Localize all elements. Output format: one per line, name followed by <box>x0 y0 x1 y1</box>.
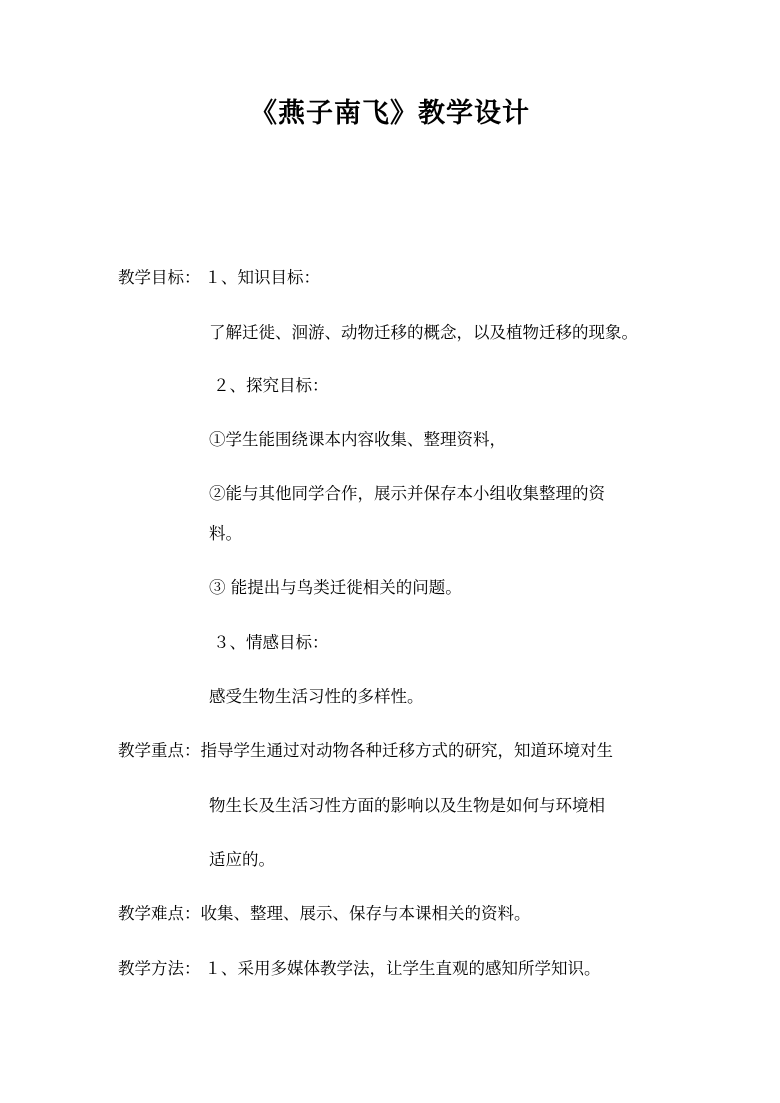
key-points-text-1: 指导学生通过对动物各种迁移方式的研究，知道环境对生 <box>200 741 613 760</box>
difficulties-line <box>118 902 531 926</box>
knowledge-text: 了解迁徙、洄游、动物迁移的概念，以及植物迁移的现象。 <box>209 323 638 342</box>
methods-label: 教学方法： <box>118 959 201 978</box>
inquiry-item-2-line-1: ②能与其他同学合作，展示并保存本小组收集整理的资 <box>209 484 605 503</box>
difficulties-text: 收集、整理、展示、保存与本课相关的资料。 <box>200 904 531 923</box>
objectives-label: 教学目标： <box>118 268 201 287</box>
key-points-line-3: 适应的。 <box>209 850 275 869</box>
inquiry-item-1: ①学生能围绕课本内容收集、整理资料， <box>209 430 506 449</box>
inquiry-heading: ２、探究目标： <box>213 376 329 395</box>
key-points-line-1 <box>118 739 613 763</box>
key-points-line-2: 物生长及生活习性方面的影响以及生物是如何与环境相 <box>209 796 605 815</box>
document-title: 《燕子南飞》教学设计 <box>250 98 530 129</box>
emotion-text: 感受生物生活习性的多样性。 <box>209 687 424 706</box>
inquiry-item-3: ③ 能提出与鸟类迁徙相关的问题。 <box>209 578 462 597</box>
methods-line <box>118 957 601 981</box>
emotion-heading: ３、情感目标： <box>213 633 329 652</box>
inquiry-item-2-line-2: 料。 <box>209 524 242 543</box>
knowledge-heading: １、知识目标： <box>204 268 320 287</box>
objectives-line <box>118 266 320 290</box>
methods-text: １、采用多媒体教学法，让学生直观的感知所学知识。 <box>204 959 601 978</box>
key-points-label: 教学重点： <box>118 741 201 760</box>
difficulties-label: 教学难点： <box>118 904 201 923</box>
